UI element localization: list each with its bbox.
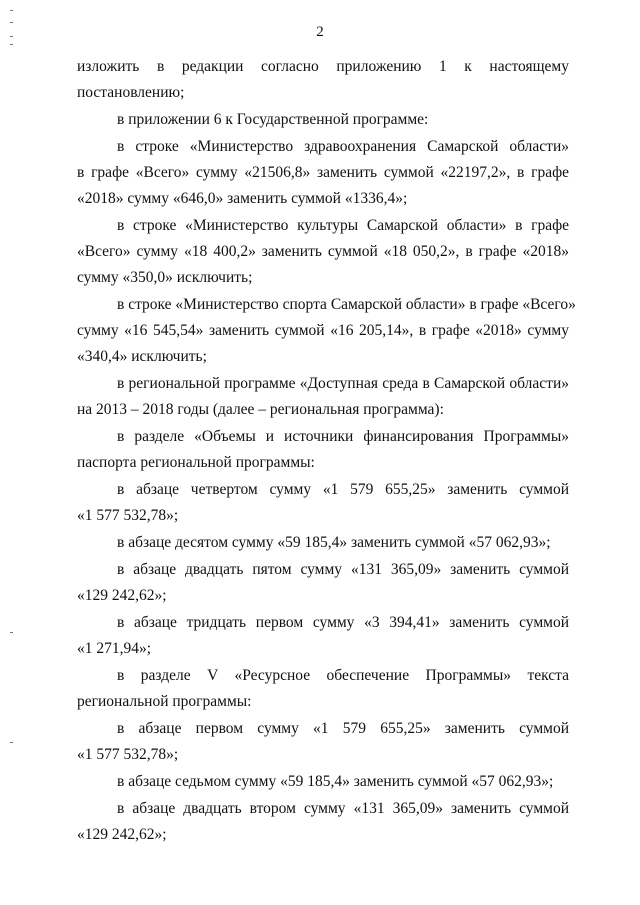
paragraph: [77, 663, 569, 715]
paragraph-line: в абзаце двадцать пятом сумму «131 365,09» заменить суммой: [117, 561, 569, 578]
paragraph-line: сумму «350,0» исключить;: [77, 269, 253, 286]
paragraph-line: в строке «Министерство культуры Самарской области» в графе: [117, 217, 569, 234]
paragraph-line: в разделе «Объемы и источники финансирования Программы»: [117, 428, 569, 445]
paragraph-line: «1 577 532,78»;: [77, 746, 179, 763]
paragraph-line: в абзаце первом сумму «1 579 655,25» заменить суммой: [117, 720, 569, 737]
paragraph: [77, 107, 569, 133]
paragraph-line: в абзаце тридцать первом сумму «3 394,41» заменить суммой: [117, 614, 569, 631]
paragraph: [77, 716, 569, 768]
paragraph-line: сумму «16 545,54» заменить суммой «16 205,14», в графе «2018» сумму: [77, 322, 569, 339]
paragraph: [77, 530, 569, 556]
scan-mark: [10, 10, 13, 11]
paragraph-line: «Всего» сумму «18 400,2» заменить суммой «18 050,2», в графе «2018»: [77, 243, 569, 260]
paragraph-line: в абзаце седьмом сумму «59 185,4» заменить суммой «57 062,93»;: [117, 773, 554, 790]
paragraph-line: «2018» сумму «646,0» заменить суммой «1336,4»;: [77, 190, 408, 207]
paragraph: [77, 213, 569, 291]
paragraph: [77, 477, 569, 529]
paragraph: [77, 54, 569, 106]
paragraph-line: «1 271,94»;: [77, 640, 152, 657]
paragraph-line: «129 242,62»;: [77, 587, 167, 604]
paragraph-line: в графе «Всего» сумму «21506,8» заменить суммой «22197,2», в графе: [77, 164, 569, 181]
paragraph-line: в абзаце двадцать втором сумму «131 365,09» заменить суммой: [117, 800, 569, 817]
paragraph: [77, 292, 576, 370]
paragraph-line: «340,4» исключить;: [77, 348, 207, 365]
paragraph: [77, 134, 569, 212]
scan-mark: [10, 44, 13, 45]
paragraph-line: постановлению;: [77, 84, 185, 101]
paragraph-line: «1 577 532,78»;: [77, 507, 179, 524]
paragraph-line: в абзаце четвертом сумму «1 579 655,25» заменить суммой: [117, 481, 569, 498]
document-body: [77, 54, 576, 848]
paragraph-line: «129 242,62»;: [77, 826, 167, 843]
paragraph-line: региональной программы:: [77, 693, 252, 710]
paragraph: [77, 796, 569, 848]
scan-mark: [10, 632, 13, 633]
page-number: 2: [316, 24, 324, 40]
paragraph-line: в строке «Министерство спорта Самарской области» в графе «Всего»: [117, 296, 576, 313]
paragraph-line: в абзаце десятом сумму «59 185,4» заменить суммой «57 062,93»;: [117, 534, 551, 551]
paragraph-line: паспорта региональной программы:: [77, 454, 315, 471]
paragraph: [77, 557, 569, 609]
scan-mark: [10, 742, 13, 743]
scan-margin-marks: [0, 0, 30, 905]
paragraph: [77, 424, 569, 476]
paragraph-line: в строке «Министерство здравоохранения Самарской области»: [117, 138, 569, 155]
paragraph-line: в приложении 6 к Государственной программе:: [117, 111, 429, 128]
paragraph-line: на 2013 – 2018 годы (далее – региональная программа):: [77, 401, 444, 418]
paragraph: [77, 371, 569, 423]
scan-mark: [10, 22, 13, 23]
paragraph-line: в разделе V «Ресурсное обеспечение Программы» текста: [117, 667, 569, 684]
paragraph: [77, 769, 569, 795]
paragraph-line: изложить в редакции согласно приложению 1 к настоящему: [77, 58, 569, 75]
paragraph: [77, 610, 569, 662]
paragraph-line: в региональной программе «Доступная среда в Самарской области»: [117, 375, 569, 392]
